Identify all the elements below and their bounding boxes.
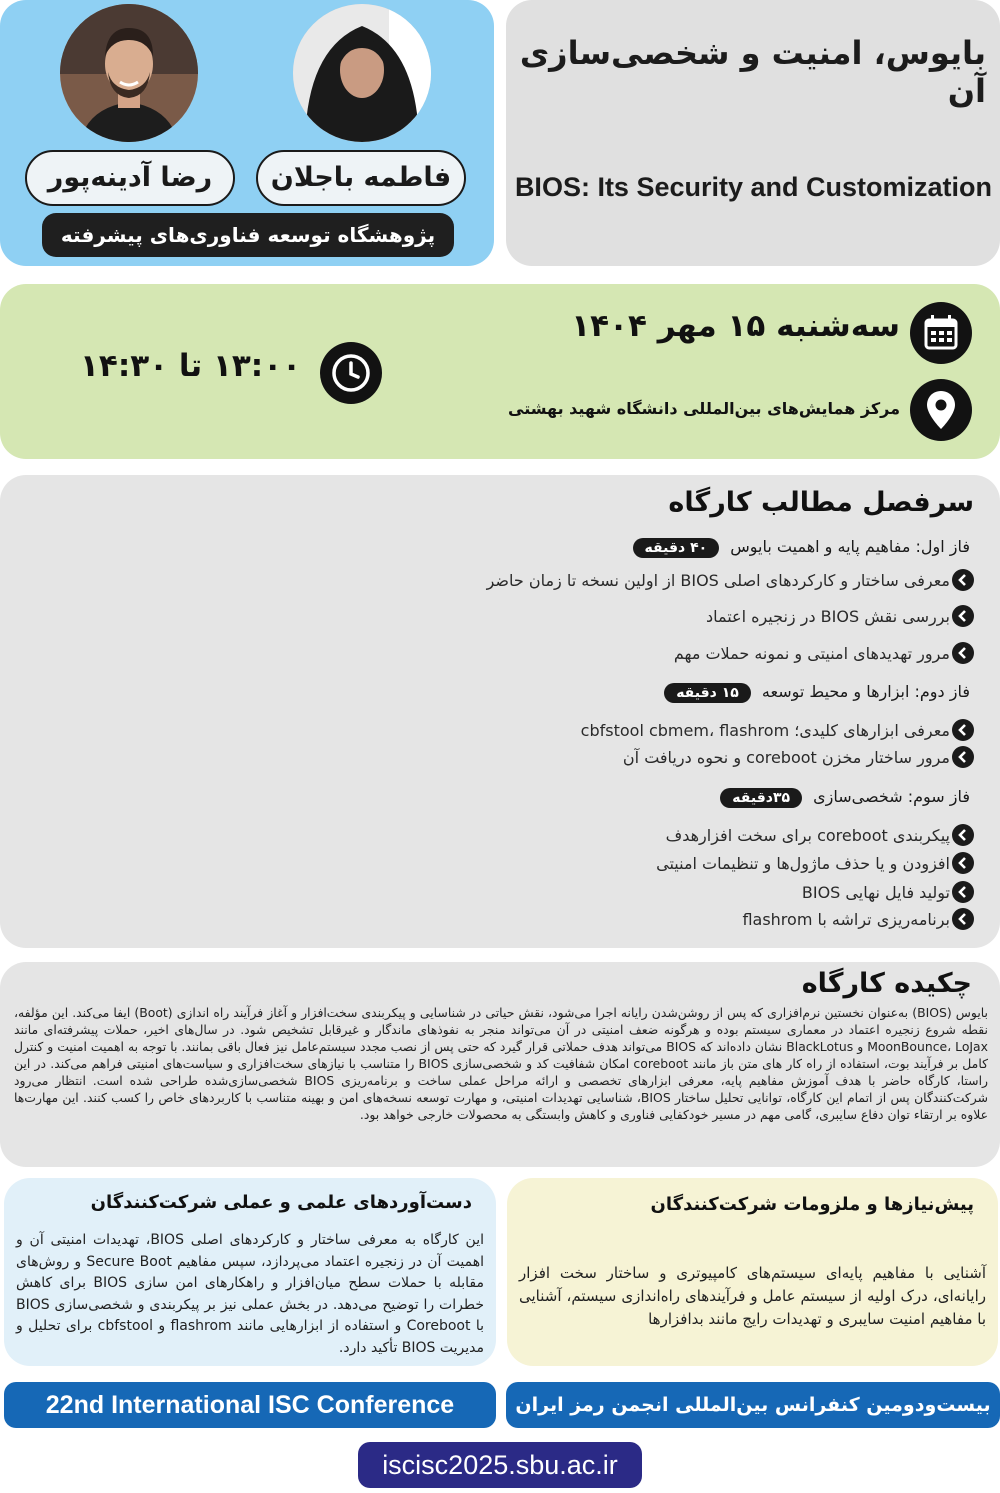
outcomes-body: این کارگاه به معرفی ساختار و کارکردهای اصلی BIOS، تهدیدات امنیتی آن و اهمیت آن در زنجیره اعتماد می‌پردازد، سپس مفاهیم Secure Boot و روش‌های مقابله با حملات سطح میان‌افزار و راهکارهای امن سازی BIOS برای کاهش خطرات را توضیح می‌دهد. در بخش عملی نیز بر پیکربندی و شخصی‌سازی BIOS با Coreboot و استفاده از ابزارهایی مانند flashrom و cbfstool برای تحلیل و مدیریت BIOS تأکید دارد. xyxy=(16,1232,484,1356)
schedule-panel xyxy=(0,284,1000,459)
chevron-left-icon xyxy=(952,881,974,903)
syllabus-item: بررسی نقش BIOS در زنجیره اعتماد xyxy=(706,605,974,627)
chevron-left-icon xyxy=(952,605,974,627)
abstract-panel xyxy=(0,962,1000,1167)
duration-badge: ۳۵دقیقه xyxy=(720,788,802,808)
workshop-title-fa: بایوس، امنیت و شخصی‌سازی آن xyxy=(519,34,986,110)
conference-name-en: 22nd International ISC Conference xyxy=(4,1382,496,1428)
title-panel xyxy=(506,0,1000,266)
chevron-left-icon xyxy=(952,642,974,664)
prerequisites-title: پیش‌نیازها و ملزومات شرکت‌کنندگان xyxy=(650,1194,974,1215)
phase-heading xyxy=(633,537,970,558)
event-time: ۱۳:۰۰ تا ۱۴:۳۰ xyxy=(80,348,302,384)
chevron-left-icon xyxy=(952,569,974,591)
outcomes-title: دست‌آوردهای علمی و عملی شرکت‌کنندگان xyxy=(90,1192,472,1213)
workshop-title-en: BIOS: Its Security and Customization xyxy=(514,172,992,202)
syllabus-item: تولید فایل نهایی BIOS xyxy=(802,881,974,903)
speaker-name-fatemeh: فاطمه باجلان xyxy=(256,150,466,206)
chevron-left-icon xyxy=(952,746,974,768)
speakers-panel xyxy=(0,0,494,266)
location-pin-icon xyxy=(910,379,972,441)
phase-label: فاز سوم: شخصی‌سازی xyxy=(813,787,970,806)
phase-heading xyxy=(720,787,970,808)
syllabus-item: برنامه‌ریزی تراشه با flashrom xyxy=(742,908,974,930)
calendar-icon xyxy=(910,302,972,364)
speaker-photo-reza xyxy=(60,4,198,142)
speaker-photo-fatemeh xyxy=(293,4,431,142)
syllabus-panel xyxy=(0,475,1000,948)
prerequisites-body: آشنایی با مفاهیم پایه‌ای سیستم‌های کامپیوتری و ساختار سخت افزار رایانه‌ای، درک اولیه از سیستم عامل و فرآیندهای راه‌اندازی سیستم، آشنایی با مفاهیم امنیت سایبری و تهدیدات رایج مانند بدافزارها xyxy=(519,1264,986,1328)
phase-heading xyxy=(664,682,970,703)
conference-name-fa: بیست‌ودومین کنفرانس بین‌المللی انجمن رمز ایران xyxy=(506,1382,1000,1428)
speaker-name-reza: رضا آدینه‌پور xyxy=(25,150,235,206)
chevron-left-icon xyxy=(952,719,974,741)
duration-badge: ۴۰ دقیقه xyxy=(633,538,720,558)
prerequisites-panel xyxy=(507,1178,998,1366)
abstract-body: بایوس (BIOS) به‌عنوان نخستین نرم‌افزاری که پس از روشن‌شدن رایانه اجرا می‌شود، نقش حیاتی در شناسایی و پیکربندی سخت‌افزار و آغاز فرآیند راه اندازی (Boot) ایفا می‌کند. این مؤلفه، نقطه شروع زنجیره اعتماد در معماری سیستم بوده و هرگونه ضعف امنیتی در آن می‌تواند منجر به نفوذهای ماندگار و غیرقابل تشخیص شود. در سال‌های اخیر، حملات پیشرفته‌ای مانند MoonBounce، LoJax و BlackLotus نشان داده‌اند که BIOS می‌تواند هدف حملاتی قرار گیرد که حتی پس از نصب مجدد سیستم‌عامل نیز فعال باقی بمانند. با توجه به اهمیت امنیت و کنترل کامل بر فرآیند بوت، استفاده از راه کار های متن باز مانند coreboot امکان شفافیت کد و شخصی‌سازی BIOS را متناسب با نیازهای سخت‌افزاری و سیاست‌های امنیتی فراهم می‌کند. در این راستا، کارگاه حاضر با هدف آموزش مفاهیم پایه، معرفی ابزارهای تخصصی و ارائه مراحل عملی ساخت و برنامه‌ریزی BIOS شخصی‌سازی‌شده طراحی شده است. انتظار می‌رود شرکت‌کنندگان پس از اتمام این کارگاه، توانایی تحلیل ساختار BIOS، شناسایی تهدیدات امنیتی، و مهارت توسعه نسخه‌های امن و بهینه متناسب با کاربردهای خاص را کسب کنند. این مهارت‌ها علاوه بر ارتقاء توان دفاع سایبری، گامی مهم در مسیر خودکفایی فناوری و کاهش وابستگی به محصولات خارجی خواهد بود. xyxy=(14,1005,989,1122)
chevron-left-icon xyxy=(952,852,974,874)
abstract-title: چکیده کارگاه xyxy=(801,968,972,999)
phase-label: فاز دوم: ابزارها و محیط توسعه xyxy=(761,682,970,701)
event-date: سه‌شنبه ۱۵ مهر ۱۴۰۴ xyxy=(571,308,900,344)
syllabus-item: پیکربندی coreboot برای سخت افزارهدف xyxy=(666,824,974,846)
outcomes-panel xyxy=(4,1178,496,1366)
phase-label: فاز اول: مفاهیم پایه و اهمیت بایوس xyxy=(730,537,970,556)
duration-badge: ۱۵ دقیقه xyxy=(664,683,751,703)
syllabus-item: افزودن و یا حذف ماژول‌ها و تنظیمات امنیتی xyxy=(656,852,974,874)
event-venue: مرکز همایش‌های بین‌المللی دانشگاه شهید بهشتی xyxy=(508,399,900,418)
institute-label: پژوهشگاه توسعه فناوری‌های پیشرفته xyxy=(42,213,454,257)
conference-website-link[interactable]: iscisc2025.sbu.ac.ir xyxy=(358,1442,642,1488)
syllabus-item: معرفی ساختار و کارکردهای اصلی BIOS از اولین نسخه تا زمان حاضر xyxy=(487,569,974,591)
syllabus-item: مرور ساختار مخزن coreboot و نحوه دریافت آن xyxy=(623,746,974,768)
syllabus-title: سرفصل مطالب کارگاه xyxy=(668,487,974,518)
syllabus-item: مرور تهدیدهای امنیتی و نمونه حملات مهم xyxy=(674,642,974,664)
chevron-left-icon xyxy=(952,908,974,930)
clock-icon xyxy=(320,342,382,404)
syllabus-item: معرفی ابزارهای کلیدی؛ cbfstool cbmem، flashrom xyxy=(581,719,974,741)
chevron-left-icon xyxy=(952,824,974,846)
